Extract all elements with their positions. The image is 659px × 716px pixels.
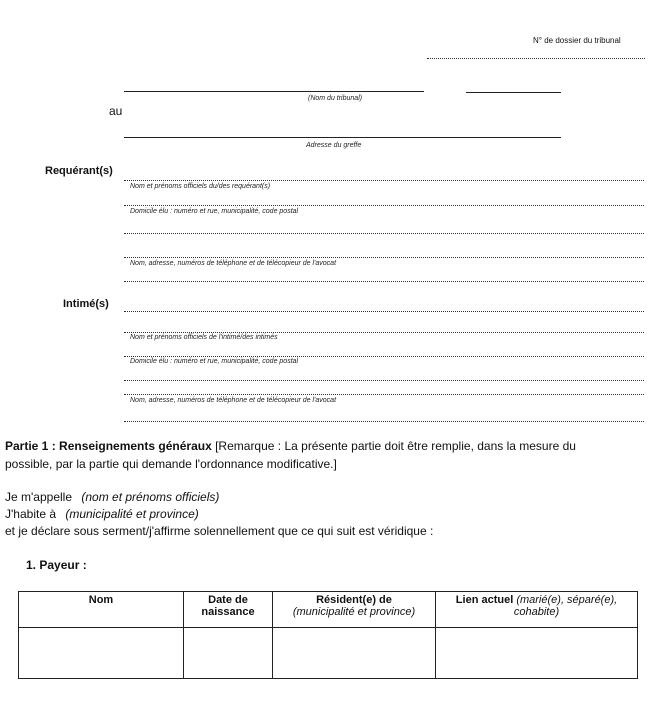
payer-table-header — [19, 592, 638, 628]
respondent-lawyer-caption: Nom, adresse, numéros de téléphone et de télécopieur de l'avocat — [130, 397, 337, 404]
respondent-lawyer-field[interactable] — [124, 394, 644, 395]
payer-relationship-cell[interactable] — [436, 628, 638, 679]
oath-text: et je déclare sous serment/j'affirme solennellement que ce qui suit est véridique : — [5, 524, 434, 538]
applicant-name-field[interactable] — [124, 180, 644, 181]
name-line — [5, 490, 219, 504]
residence-hint: (municipalité et province) — [65, 507, 199, 521]
payer-heading: 1. Payeur : — [26, 558, 87, 572]
court-name-caption: (Nom du tribunal) — [308, 95, 363, 102]
payer-birthdate-cell[interactable] — [184, 628, 273, 679]
name-hint: (nom et prénoms officiels) — [81, 490, 220, 504]
residence-label: J'habite à — [5, 507, 56, 521]
part1-heading — [5, 439, 576, 453]
part1-remark-line2: possible, par la partie qui demande l'ordonnance modificative.] — [5, 457, 337, 471]
col-birthdate: Date de naissance — [184, 592, 273, 628]
col-residence: Résident(e) de (municipalité et province) — [273, 592, 436, 628]
applicant-address-field[interactable] — [124, 205, 644, 206]
au-label: au — [109, 104, 123, 118]
applicant-lawyer-caption: Nom, adresse, numéros de téléphone et de télécopieur de l'avocat — [130, 260, 337, 267]
court-file-number-field[interactable] — [427, 58, 645, 59]
part1-title: Partie 1 : Renseignements généraux — [5, 439, 212, 453]
court-address-caption: Adresse du greffe — [306, 142, 362, 149]
payer-name-cell[interactable] — [19, 628, 184, 679]
court-file-number-label: N° de dossier du tribunal — [533, 36, 621, 45]
respondent-name-field[interactable] — [124, 311, 644, 312]
respondent-label: Intimé(s) — [63, 298, 109, 310]
col-name: Nom — [19, 592, 184, 628]
payer-table — [18, 591, 638, 679]
court-address-field[interactable] — [124, 137, 561, 138]
respondent-address-field[interactable] — [124, 356, 644, 357]
applicant-name-caption: Nom et prénoms officiels du/des requérant(s) — [130, 183, 271, 190]
residence-line — [5, 507, 199, 521]
respondent-address-caption: Domicile élu : numéro et rue, municipalité, code postal — [130, 358, 299, 365]
payer-residence-cell[interactable] — [273, 628, 436, 679]
applicant-label: Requérant(s) — [45, 165, 113, 177]
court-name-field-extension[interactable] — [466, 92, 561, 93]
applicant-lawyer-field-2[interactable] — [124, 281, 644, 282]
col-relationship: Lien actuel (marié(e), séparé(e), cohabite) — [436, 592, 638, 628]
name-label: Je m'appelle — [5, 490, 72, 504]
respondent-name-caption: Nom et prénoms officiels de l'intimé/des intimés — [130, 334, 278, 341]
respondent-name-field-2[interactable] — [124, 332, 644, 333]
respondent-address-field-2[interactable] — [124, 380, 644, 381]
respondent-lawyer-field-2[interactable] — [124, 421, 644, 422]
applicant-address-field-2[interactable] — [124, 233, 644, 234]
applicant-lawyer-field[interactable] — [124, 257, 644, 258]
court-name-field[interactable] — [124, 91, 424, 92]
applicant-address-caption: Domicile élu : numéro et rue, municipalité, code postal — [130, 208, 299, 215]
table-row — [19, 628, 638, 679]
part1-remark-line1: [Remarque : La présente partie doit être remplie, dans la mesure du — [215, 439, 576, 453]
